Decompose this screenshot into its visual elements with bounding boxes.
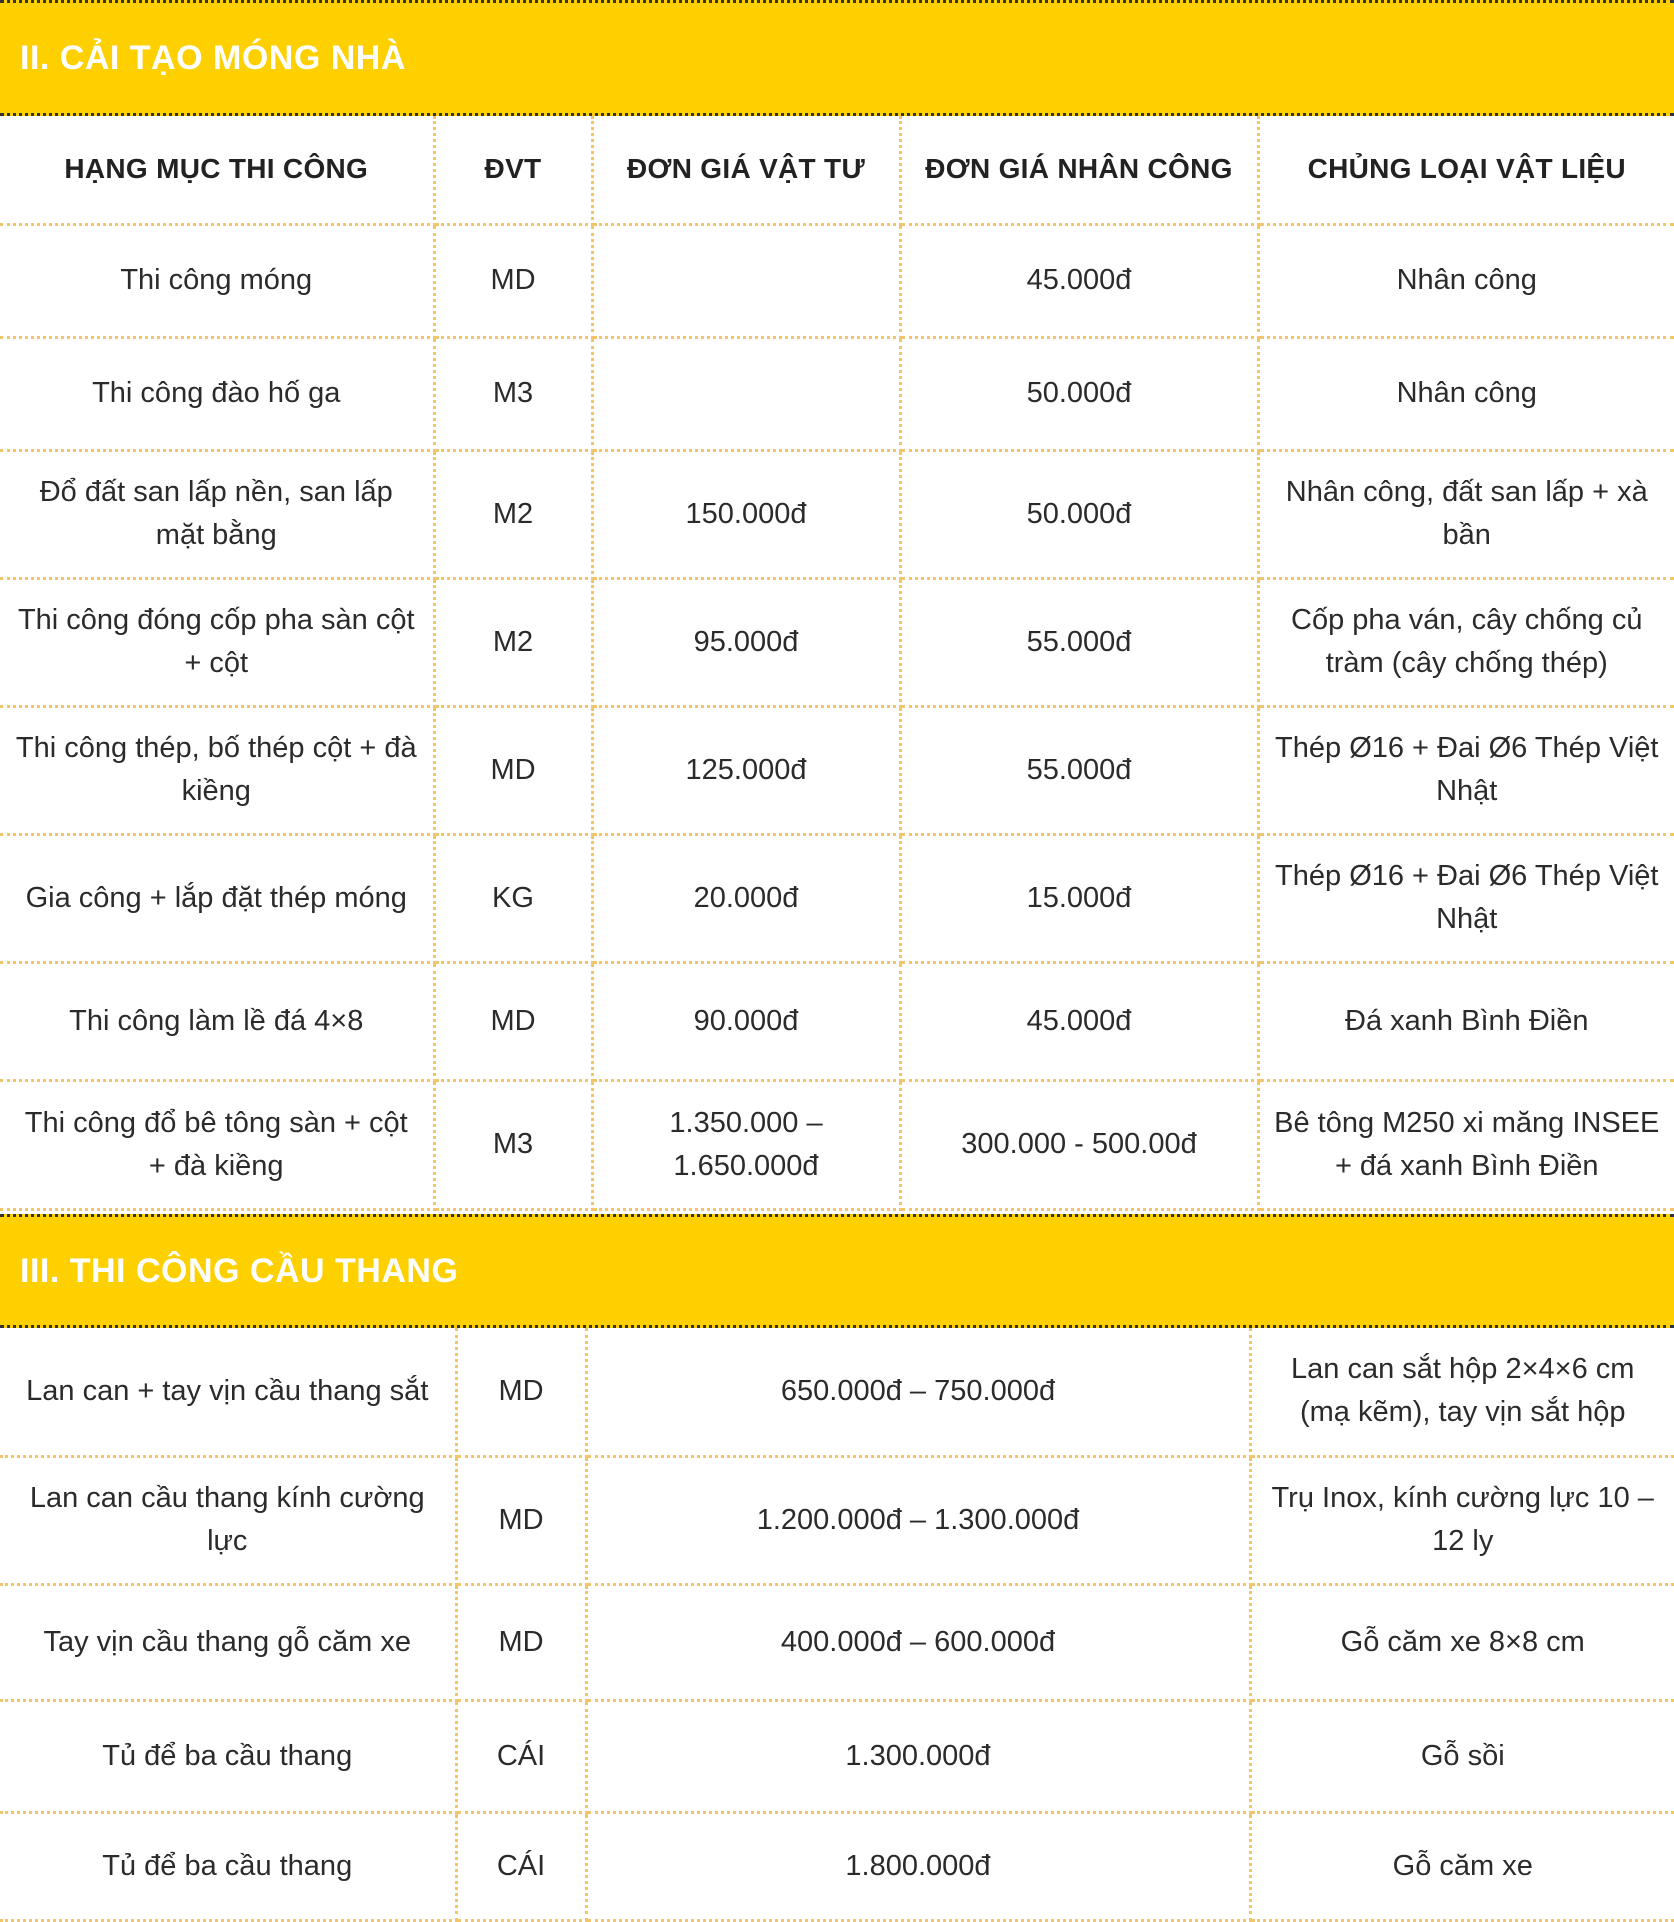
- cell-item: Tay vịn cầu thang gỗ căm xe: [0, 1584, 456, 1700]
- cell-material-type: Thép Ø16 + Đai Ø6 Thép Việt Nhật: [1258, 834, 1674, 962]
- cell-material-type: Đá xanh Bình Điền: [1258, 962, 1674, 1080]
- table-row: [0, 1700, 1674, 1812]
- cell-price: 1.300.000đ: [586, 1700, 1250, 1812]
- column-header-labor-price: ĐƠN GIÁ NHÂN CÔNG: [900, 116, 1258, 224]
- cell-unit: MD: [434, 706, 592, 834]
- column-header-material-price: ĐƠN GIÁ VẬT TƯ: [592, 116, 900, 224]
- cell-labor-price: 45.000đ: [900, 962, 1258, 1080]
- cell-labor-price: 55.000đ: [900, 578, 1258, 706]
- cell-material-type: Nhân công: [1258, 224, 1674, 337]
- cell-material-type: Bê tông M250 xi măng INSEE + đá xanh Bình Điền: [1258, 1080, 1674, 1209]
- cell-unit: MD: [456, 1328, 586, 1456]
- cell-item: Thi công làm lề đá 4×8: [0, 962, 434, 1080]
- cell-item: Lan can + tay vịn cầu thang sắt: [0, 1328, 456, 1456]
- table-row: [0, 1080, 1674, 1209]
- cell-material-price: 20.000đ: [592, 834, 900, 962]
- cell-unit: M2: [434, 578, 592, 706]
- cell-material-type: Trụ Inox, kính cường lực 10 – 12 ly: [1250, 1456, 1674, 1584]
- cell-material-price: 90.000đ: [592, 962, 900, 1080]
- cell-unit: MD: [456, 1456, 586, 1584]
- cell-price: 400.000đ – 600.000đ: [586, 1584, 1250, 1700]
- cell-material-type: Thép Ø16 + Đai Ø6 Thép Việt Nhật: [1258, 706, 1674, 834]
- cell-price: 1.200.000đ – 1.300.000đ: [586, 1456, 1250, 1584]
- table-row: [0, 578, 1674, 706]
- cell-price: 1.800.000đ: [586, 1812, 1250, 1920]
- cell-item: Gia công + lắp đặt thép móng: [0, 834, 434, 962]
- section-header-staircase: [0, 1214, 1674, 1328]
- foundation-price-table: [0, 116, 1674, 1211]
- cell-material-price: 150.000đ: [592, 450, 900, 578]
- section-header-foundation: [0, 0, 1674, 116]
- table-row: [0, 337, 1674, 450]
- cell-labor-price: 15.000đ: [900, 834, 1258, 962]
- cell-item: Thi công thép, bố thép cột + đà kiềng: [0, 706, 434, 834]
- cell-item: Thi công đóng cốp pha sàn cột + cột: [0, 578, 434, 706]
- cell-material-type: Gỗ sồi: [1250, 1700, 1674, 1812]
- cell-item: Thi công móng: [0, 224, 434, 337]
- table-row: [0, 1812, 1674, 1920]
- cell-item: Tủ để ba cầu thang: [0, 1812, 456, 1920]
- cell-material-price: [592, 224, 900, 337]
- cell-unit: MD: [434, 224, 592, 337]
- cell-labor-price: 300.000 - 500.00đ: [900, 1080, 1258, 1209]
- table-row: [0, 1328, 1674, 1456]
- cell-price: 650.000đ – 750.000đ: [586, 1328, 1250, 1456]
- cell-unit: M3: [434, 1080, 592, 1209]
- cell-material-type: Gỗ căm xe 8×8 cm: [1250, 1584, 1674, 1700]
- cell-material-type: Nhân công: [1258, 337, 1674, 450]
- table-row: [0, 450, 1674, 578]
- cell-item: Đổ đất san lấp nền, san lấp mặt bằng: [0, 450, 434, 578]
- cell-unit: CÁI: [456, 1812, 586, 1920]
- table-row: [0, 834, 1674, 962]
- column-header-unit: ĐVT: [434, 116, 592, 224]
- section-title: III. THI CÔNG CẦU THANG: [20, 1251, 459, 1290]
- cell-labor-price: 45.000đ: [900, 224, 1258, 337]
- cell-item: Lan can cầu thang kính cường lực: [0, 1456, 456, 1584]
- cell-unit: MD: [456, 1584, 586, 1700]
- table-row: [0, 1584, 1674, 1700]
- staircase-price-table: [0, 1328, 1674, 1922]
- column-header-material-type: CHỦNG LOẠI VẬT LIỆU: [1258, 116, 1674, 224]
- cell-material-type: Nhân công, đất san lấp + xà bần: [1258, 450, 1674, 578]
- cell-labor-price: 50.000đ: [900, 450, 1258, 578]
- table-header-row: [0, 116, 1674, 224]
- cell-material-type: Cốp pha ván, cây chống củ tràm (cây chống thép): [1258, 578, 1674, 706]
- table-row: [0, 706, 1674, 834]
- cell-material-type: Gỗ căm xe: [1250, 1812, 1674, 1920]
- column-header-item: HẠNG MỤC THI CÔNG: [0, 116, 434, 224]
- cell-item: Thi công đổ bê tông sàn + cột + đà kiềng: [0, 1080, 434, 1209]
- cell-material-price: 95.000đ: [592, 578, 900, 706]
- cell-unit: KG: [434, 834, 592, 962]
- cell-unit: MD: [434, 962, 592, 1080]
- table-row: [0, 1456, 1674, 1584]
- cell-unit: M3: [434, 337, 592, 450]
- cell-item: Thi công đào hố ga: [0, 337, 434, 450]
- cell-labor-price: 55.000đ: [900, 706, 1258, 834]
- cell-material-price: [592, 337, 900, 450]
- section-title: II. CẢI TẠO MÓNG NHÀ: [20, 38, 406, 77]
- table-row: [0, 962, 1674, 1080]
- cell-unit: M2: [434, 450, 592, 578]
- cell-material-price: 1.350.000 – 1.650.000đ: [592, 1080, 900, 1209]
- cell-unit: CÁI: [456, 1700, 586, 1812]
- cell-item: Tủ để ba cầu thang: [0, 1700, 456, 1812]
- cell-material-price: 125.000đ: [592, 706, 900, 834]
- table-row: [0, 224, 1674, 337]
- cell-labor-price: 50.000đ: [900, 337, 1258, 450]
- cell-material-type: Lan can sắt hộp 2×4×6 cm (mạ kẽm), tay vịn sắt hộp: [1250, 1328, 1674, 1456]
